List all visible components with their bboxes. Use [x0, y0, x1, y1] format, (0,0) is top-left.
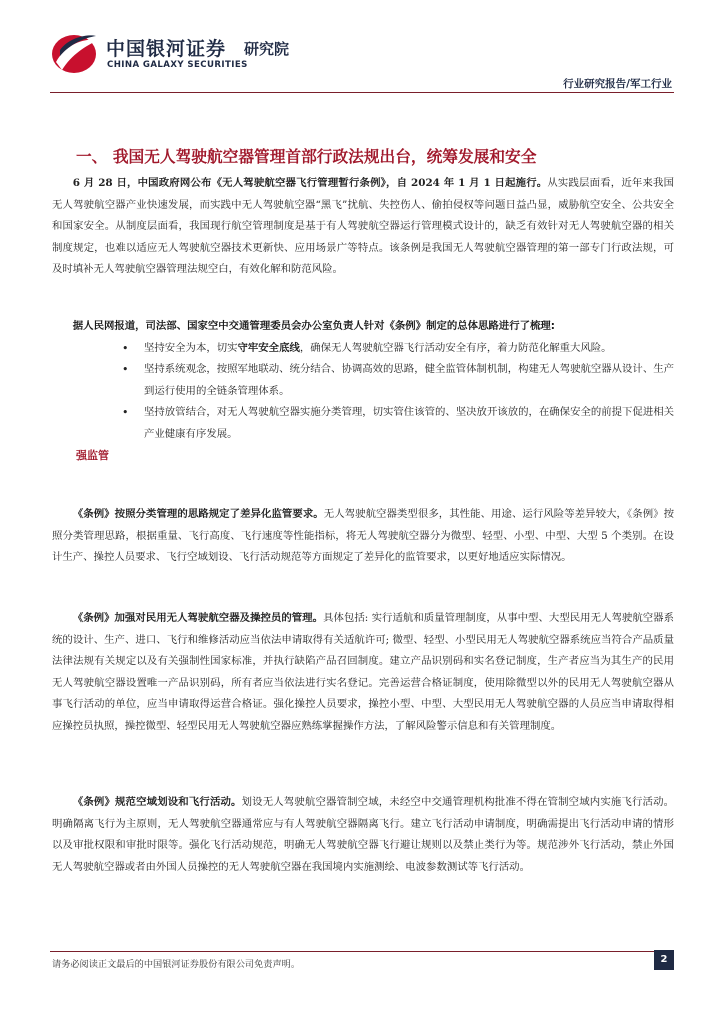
footer-divider	[50, 951, 674, 952]
section-title: 一、 我国无人驾驶航空器管理首部行政法规出台，统筹发展和安全	[76, 147, 537, 166]
footer-disclaimer: 请务必阅读正文最后的中国银河证券股份有限公司免责声明。	[52, 959, 301, 970]
bullet-icon: •	[122, 363, 129, 376]
company-logo-icon	[50, 30, 100, 76]
intro-paragraph	[52, 173, 674, 281]
intro-lead: 6 月 28 日，中国政府网公布《无人驾驶航空器飞行管理暂行条例》，自 2024 年 1 月 1 日起施行。	[72, 177, 548, 189]
list-item: • 坚持安全为本，切实守牢安全底线，确保无人驾驶航空器飞行活动安全有序，着力防范化解重大风险。	[52, 338, 674, 360]
guideline-block	[52, 316, 674, 467]
intro-block	[52, 173, 674, 281]
guideline-list	[52, 338, 674, 446]
brand-name-cn: 中国银河证券	[106, 38, 227, 60]
brand-name-en: CHINA GALAXY SECURITIES	[107, 60, 248, 70]
regulation-block-1	[52, 504, 674, 569]
list-item: • 坚持系统观念，按照军地联动、统分结合、协调高效的思路，健全监管体制机制，构建无人驾驶航空器从设计、生产到运行使用的全链条管理体系。	[52, 359, 674, 402]
regulation-block-3	[52, 792, 674, 878]
bullet-icon: •	[122, 341, 129, 355]
list-item: • 坚持放管结合，对无人驾驶航空器实施分类管理，切实管住该管的、坚决放开该放的，在确保安全的前提下促进相关产业健康有序发展。	[52, 402, 674, 445]
intro-body: 从实践层面看，近年来我国无人驾驶航空器产业快速发展，而实践中无人驾驶航空器“黑飞”扰航、失控伤人、偷拍侵权等问题日益凸显，威胁航空安全、公共安全和国家安全。从制度层面看，我国现行航空管理制度是基于有人驾驶航空器运行管理模式设计的，缺乏有效针对无人驾驶航空器的相关制度规定，也难以适应无人驾驶航空器技术更新快、应用场景广等特点。该条例是我国无人驾驶航空器管理的第一部专门行政法规，可及时填补无人驾驶航空器管理法规空白，有效化解和防范风险。	[52, 177, 675, 275]
brand-department: 研究院	[244, 40, 290, 58]
guideline-lead: 据人民网报道，司法部、国家空中交通管理委员会办公室负责人针对《条例》制定的总体思路进行了梳理:	[72, 320, 555, 332]
report-category-tag: 行业研究报告/军工行业	[563, 78, 672, 90]
paragraph: 《条例》规范空域划设和飞行活动。划设无人驾驶航空器管制空域，未经空中交通管理机构批准不得在管制空域内实施飞行活动。明确隔离飞行为主原则，无人驾驶航空器通常应与有人驾驶航空器隔离飞行。建立飞行活动申请制度，明确需提出飞行活动申请的情形以及审批权限和审批时限等。强化飞行活动规范，明确无人驾驶航空器飞行避让规则以及禁止类行为等。规范涉外飞行活动，禁止外国无人驾驶航空器或者由外国人员操控的无人驾驶航空器在我国境内实施测绘、电波参数测试等飞行活动。	[52, 796, 675, 873]
bullet-icon: •	[122, 406, 129, 419]
page-number: 2	[654, 950, 674, 970]
header-divider	[50, 92, 674, 93]
subsection-heading: 强监管	[76, 449, 109, 462]
paragraph: 《条例》加强对民用无人驾驶航空器及操控员的管理。具体包括: 实行适航和质量管理制度，从事中型、大型民用无人驾驶航空器系统的设计、生产、进口、飞行和维修活动应当依法申请取得有关适航许可; 微型、轻型、小型民用无人驾驶航空器系统应当符合产品质量法律法规有关规定以及有关强制性国家标准，并执行缺陷产品召回制度。建立产品识别码和实名登记制度，生产者应当为其生产的民用无人驾驶航空器设置唯一产品识别码，所有者应当依法进行实名登记。完善运营合格证制度，使用除微型以外的民用无人驾驶航空器从事飞行活动的单位，应当申请取得运营合格证。强化操控人员要求，操控小型、中型、大型民用无人驾驶航空器的人员应当申请取得相应操控员执照，操控微型、轻型民用无人驾驶航空器应熟练掌握操作方法，了解风险警示信息和有关管理制度。	[52, 612, 674, 732]
paragraph: 《条例》按照分类管理的思路规定了差异化监管要求。无人驾驶航空器类型很多，其性能、用途、运行风险等差异较大，《条例》按照分类管理思路，根据重量、飞行高度、飞行速度等性能指标，将无人驾驶航空器分为微型、轻型、小型、中型、大型 5 个类别。在设计生产、操控人员要求、飞行空域划设、飞行活动规范等方面规定了差异化的监管要求，以更好地适应实际情况。	[52, 508, 674, 563]
regulation-block-2	[52, 608, 674, 737]
